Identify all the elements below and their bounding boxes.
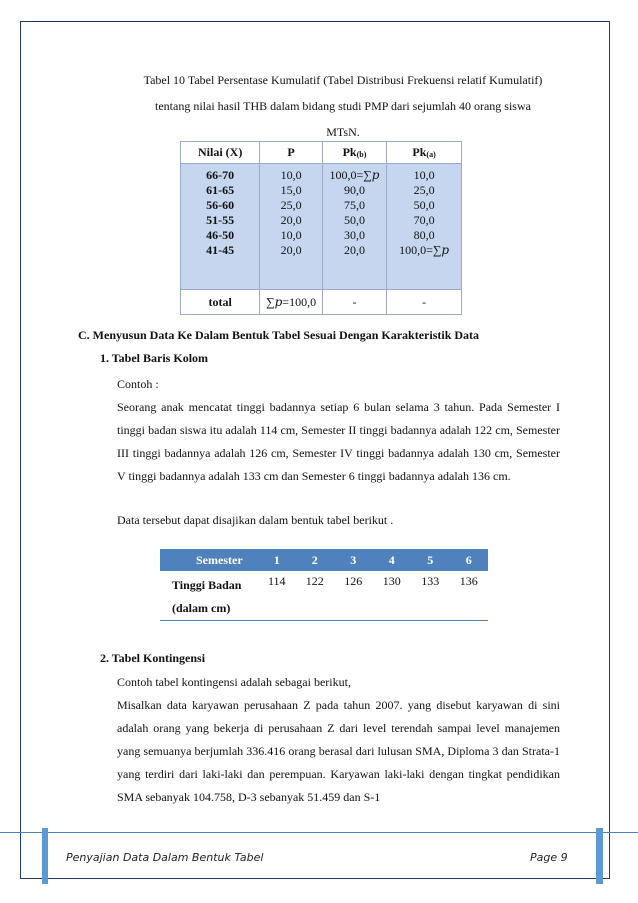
page-number: Page 9 — [530, 851, 568, 864]
table-header-row — [181, 142, 462, 164]
footer-bar-right — [596, 828, 603, 884]
header-semester-1: 1 — [258, 549, 296, 571]
semester-header-row — [160, 549, 488, 571]
header-pkb: Pk(b) — [322, 142, 386, 164]
header-p: P — [260, 142, 322, 164]
table-data-row — [181, 164, 462, 290]
col-pka: 10,0 25,0 50,0 70,0 80,0 100,0=∑𝑝 — [387, 164, 462, 290]
footer-divider — [0, 832, 638, 833]
height-semester-5: 133 — [411, 571, 449, 621]
height-semester-2: 122 — [296, 571, 334, 621]
height-semester-3: 126 — [334, 571, 372, 621]
height-semester-6: 136 — [449, 571, 488, 621]
section-c-heading: C. Menyusun Data Ke Dalam Bentuk Tabel Sesuai Dengan Karakteristik Data — [78, 328, 480, 342]
table-total-row — [181, 290, 462, 315]
header-pka: Pk(a) — [387, 142, 462, 164]
total-pkb: - — [322, 290, 386, 315]
col-pkb: 100,0=∑𝑝 90,0 75,0 50,0 30,0 20,0 — [322, 164, 386, 290]
footer-title: Penyajian Data Dalam Bentuk Tabel — [66, 851, 264, 864]
contoh-kontingensi: Contoh tabel kontingensi adalah sebagai berikut, — [117, 675, 351, 689]
table10-caption-line1: Tabel 10 Tabel Persentase Kumulatif (Tabel Distribusi Frekuensi relatif Kumulatif) — [143, 73, 543, 87]
header-semester-4: 4 — [373, 549, 411, 571]
data-line: Data tersebut dapat disajikan dalam bentuk tabel berikut . — [117, 513, 394, 527]
header-semester: Semester — [160, 549, 258, 571]
row-label-tinggi-badan: Tinggi Badan (dalam cm) — [160, 571, 258, 621]
table-semester — [160, 549, 488, 621]
total-pka: - — [387, 290, 462, 315]
col-p: 10,0 15,0 25,0 20,0 10,0 20,0 — [260, 164, 322, 290]
table10-caption-line2: tentang nilai hasil THB dalam bidang studi PMP dari sejumlah 40 orang siswa — [155, 99, 531, 113]
contoh-label: Contoh : — [117, 377, 159, 391]
paragraph-karyawan: Misalkan data karyawan perusahaan Z pada tahun 2007. yang disebut karyawan di sini adalah orang yang bekerja di perusahaan Z dari level terendah sampai level manajemen yang semuanya berjumlah 336.416 orang berasal dari lulusan SMA, Diploma 3 dan Strata-1 yang terdiri dari laki-laki dan perempuan. Karyawan laki-laki dengan tingkat pendidikan SMA sebanyak 104.758, D-3 sebanyak 51.459 dan S-1 — [117, 698, 560, 804]
header-semester-3: 3 — [334, 549, 372, 571]
header-semester-6: 6 — [449, 549, 488, 571]
total-p: ∑𝑝=100,0 — [260, 290, 322, 315]
header-semester-2: 2 — [296, 549, 334, 571]
subsection-2-heading: 2. Tabel Kontingensi — [100, 651, 206, 665]
header-nilai: Nilai (X) — [181, 142, 260, 164]
height-semester-1: 114 — [258, 571, 296, 621]
height-semester-4: 130 — [373, 571, 411, 621]
footer-bar-left — [42, 828, 48, 884]
paragraph-tinggi-badan: Seorang anak mencatat tinggi badannya setiap 6 bulan selama 3 tahun. Pada Semester I tinggi badan siswa itu adalah 114 cm, Semester II tinggi badannya adalah 122 cm, Semester III tinggi badannya adalah 126 cm, Semester IV tinggi badannya adalah 130 cm, Semester V tinggi badannya adalah 133 cm dan Semester 6 tinggi badannya adalah 136 cm. — [117, 400, 560, 483]
subsection-1-heading: 1. Tabel Baris Kolom — [100, 351, 209, 365]
table-persentase-kumulatif — [180, 141, 462, 315]
table10-caption-line3: MTsN. — [326, 125, 360, 139]
semester-data-row — [160, 571, 488, 621]
header-semester-5: 5 — [411, 549, 449, 571]
col-nilai: 66-70 61-65 56-60 51-55 46-50 41-45 — [181, 164, 260, 290]
total-label: total — [181, 290, 260, 315]
